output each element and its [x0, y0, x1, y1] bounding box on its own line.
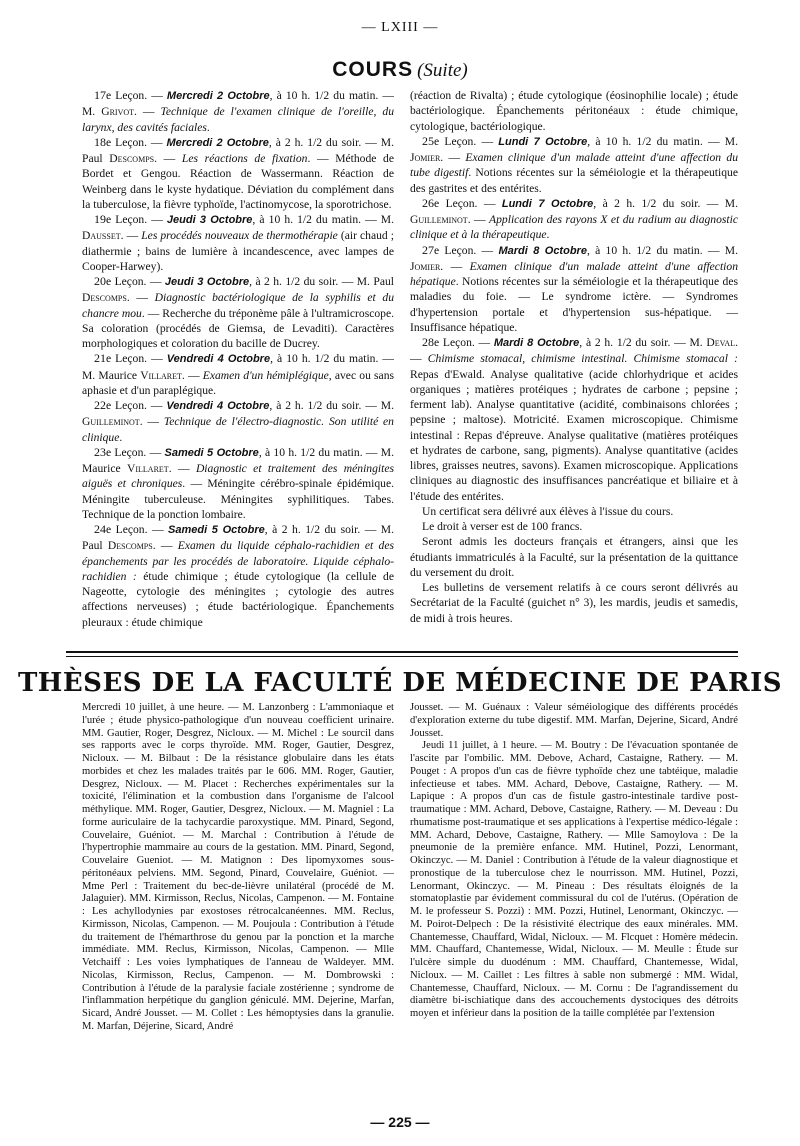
lecon-number: 24 — [94, 522, 106, 536]
lecon-number: 19 — [94, 212, 106, 226]
theses-left-column — [82, 702, 394, 1034]
lecon-lecturer: Guilleminot — [82, 415, 140, 429]
lecon-entry — [410, 243, 738, 336]
lecon-number: 17 — [94, 88, 106, 102]
theses-right-text-2: Jeudi 11 juillet, à 1 heure. — M. Boutry : De l'évacuation spontanée de l'ascite par l'ombilic. MM. Debove, Achard, Castaigne, Rathery. — M. Pouget : A propos d'un cas de fièvre typhoïde chez une tabtéique, maladie infectieuse et tabes. MM. Achard, Debove, Castaigne, Rathery. — M. Lapique : A propos d'un cas de fistule gastro-intestinale tardive post-traumatique : MM. Achard, Debove, Castaigne, Rathery. — M. Deveau : Du rhumatisme post-traumatique et ses applications à l'expertise médico-légale : MM. Achard, Debove, Castaigne, Rathery. — Mlle Samoylova : De la pneumonie de la première enfance. MM. Hutinel, Pozzi, Lenormant, Okinczyc. — M. Daniel : Contribution à l'étude de la valeur diagnostique et pronostique de la tuberculose chez le nourrisson. MM. Hutinel, Pozzi, Lenormant, Okinczyc. — M. Pineau : Des résultats éloignés de la stomatoplastie par évidement commissural du col de l'utérus. (Opération de M. le professeur S. Pozzi) : MM. Pozzi, Hutinel, Lenormant, Okinczyc. — M. Poirot-Delpech : De la résistivité électrique des eaux minérales. MM. Chantemesse, Chauffard, Widal, Nicloux. — M. Flcquet : Homère médecin. MM. Chauffard, Chantemesse, Widal, Nicloux. — M. Meulle : Étude sur l'ulcère simple du duodénum : MM. Chauffard, Chantemesse, Widal, Nicloux. — M. Caillet : Les filtres à sable non submergé : MM. Widal, Chantemesse, Chauffard, Nicloux. — M. Cornu : De l'agrandissement du diamètre bi-ischiatique dans des accouchements dystociques des détroits moyen et inférieur dans la position de la taille complétée par l'extension — [410, 740, 738, 1019]
lecon-separator: . — — [440, 151, 466, 164]
section-divider — [66, 651, 738, 653]
section-divider-thin — [66, 656, 738, 657]
lecon-separator: . — — [152, 539, 178, 553]
lecon-time: , à 10 h. 1/2 du matin. — M. Maurice — [82, 352, 394, 382]
lecon-lecturer: Descomps — [107, 539, 153, 553]
cours-note: Le droit à verser est de 100 francs. — [422, 520, 583, 533]
lecon-prefix: e Leçon. — — [106, 213, 167, 226]
lecon-separator: . — — [467, 213, 490, 226]
cours-left-column — [82, 88, 394, 630]
lecon-separator: . — — [120, 229, 142, 243]
lecon-details: . — Méthode de Bordet et Gengou. Réaction de Wassermann. Réaction de Weinberg dans le kyste hydatique. Déviation du complément dans la tuberculose, la fièvre typhoïde, l'actinomycose, la sporotrichose. — [82, 152, 395, 211]
lecon-number: 28 — [422, 335, 434, 349]
lecon-details: . — [206, 120, 210, 134]
lecon-number: 27 — [422, 242, 434, 257]
lecon-time: , à 2 h. 1/2 du soir. — M. — [269, 399, 394, 412]
lecon-topic: Examen clinique d'un malade atteint d'une affection du tube digestif — [410, 151, 739, 180]
lecon-topic: Les procédés nouveaux de thermothérapie — [141, 229, 338, 243]
lecon-date: Lundi 7 Octobre — [498, 135, 588, 148]
lecon-time: , à 10 h. 1/2 du matin. — M. Maurice — [82, 445, 394, 475]
lecon-prefix: e Leçon. — — [106, 89, 167, 102]
lecon-number: 18 — [94, 134, 106, 149]
cours-note: Seront admis les docteurs français et étrangers, ainsi que les étudiants immatriculés à la Faculté, sur la présentation de la quittance du versement du droit. — [410, 535, 738, 579]
lecon-lecturer: Jomier — [410, 259, 441, 273]
lecon-prefix: e Leçon. — — [106, 352, 167, 366]
lecon-date: Mardi 8 Octobre — [498, 244, 587, 257]
page-footer-number: — 225 — — [370, 1114, 430, 1130]
lecon-lecturer: Grivot — [101, 105, 135, 119]
lecon-entry — [82, 522, 394, 630]
lecon-details: . Notions récentes sur la séméiologie et la thérapeutique des gastrites et des entérites. — [410, 166, 738, 195]
lecon-date: Samedi 5 Octobre — [164, 446, 259, 459]
lecon-date: Samedi 5 Octobre — [168, 524, 265, 536]
lecon-time: , à 10 h. 1/2 du matin. — M. — [586, 243, 738, 257]
lecon-time: , à 2 h. 1/2 du soir. — M. — [593, 196, 738, 210]
lecon-topic: Examen du liquide céphalo-rachidien et des épanchements par les procédés de laboratoire. Liquide céphalo-rachidien : — [82, 539, 394, 583]
lecon-number: 22 — [94, 398, 106, 412]
lecon-time: , à 2 h. 1/2 du soir. — M. Paul — [249, 275, 394, 288]
lecon-separator: . — — [134, 105, 161, 119]
lecon-topic: Technique de l'examen clinique de l'oreille, du larynx, des cavités faciales — [82, 105, 395, 134]
lecon-lecturer: Dausset — [82, 229, 121, 243]
lecon-date: Lundi 7 Octobre — [501, 197, 594, 210]
theses-left-text: Mercredi 10 juillet, à une heure. — M. Lanzonberg : L'ammoniaque et l'urée ; étude physico-pathologique d'un nouveau coefficient urinaire. MM. Gautier, Roger, Desgrez, Nicloux. — M. Michel : Le sourcil dans ses rapports avec le corps thyroïde. MM. Roger, Gautier, Desgrez, Nicloux. — M. Bilbaut : De la résistance globulaire dans les états morbides et chez les malades traités par le 606. MM. Roger, Gautier, Desgrez, Nicloux. — M. Placet : Recherches expérimentales sur la toxicité, l'élimination et la combustion dans l'organisme de l'alcool méthylique. MM. Roger, Gautier, Desgrez, Nicloux. — M. Magniel : La forme auriculaire de la tachycardie paroxystique. MM. Pinard, Segond, Couvelaire, Guéniot. — M. Marchal : Contribution à l'étude de l'hypertrophie mammaire au cours de la gestation. MM. Pinard, Segond, Couvelaire Gueniot. — M. Matignon : Des lipomyxomes sous-péritonéaux pelviens. MM. Segond, Pinard, Couvelaire, Guéniot. — Mme Perl : Traitement du bec-de-lièvre unilatéral (procédé de M. Jalaguier). MM. Kirmisson, Reclus, Nicolas, Campenon. — M. Fontaine : Les achyllodynies par exostoses rétrocalcanéennes. MM. Reclus, Kirmisson, Nicolas, Campenon. — M. Poujoula : Contribution à l'étude du traitement de l'hémarthrose du genou par la ponction et la marche immédiate. MM. Reclus, Kirmisson, Nicolas, Campenon. — Mlle Vetchaiff : Les voies lymphatiques de l'anneau de Waldeyer. MM. Nicolas, Kirmisson, Reclus, Campenon. — M. Dombrowski : Contribution à l'étude de la paralysie faciale zostérienne ; syndrome de l'inflammation herpétique du ganglion géniculé. MM. Dejerine, Marfan, Sicard, André Jousset. — M. Collet : Les hémoptysies dans la granulie. M. Marfan, Déjerine, Sicard, André — [82, 702, 394, 1032]
lecon-details: . Notions récentes sur la séméiologie et la thérapeutique des maladies du foie. — Le syndrome ictère. — Syndromes d'hypertension portale et d'hypertension sus-hépatique. — Insuffisance hépatique. — [410, 275, 738, 334]
continuation-paragraph: (réaction de Rivalta) ; étude cytologique (éosinophilie locale) ; étude bactériologique. Épanchements péritonéaux : étude chimique, cytologique, bactériologique. — [410, 89, 738, 133]
lecon-number: 20 — [94, 274, 106, 288]
lecon-entry — [82, 445, 394, 522]
lecon-topic: Diagnostic bactériologique de la syphilis et du chancre mou — [82, 291, 394, 320]
lecon-date: Mardi 8 Octobre — [493, 337, 580, 349]
cours-title: COURS — [332, 58, 414, 81]
lecon-lecturer: Guilleminot — [410, 213, 468, 226]
lecon-separator: . — — [139, 415, 164, 429]
lecon-entry — [410, 335, 738, 504]
cours-note: Les bulletins de versement relatifs à ce cours seront délivrés au Secrétariat de la Faculté (guichet n° 3), les mardis, jeudis et samedis, de midi à trois heures. — [410, 581, 738, 625]
lecon-lecturer: Descomps — [82, 291, 127, 305]
lecon-topic: Diagnostic et traitement des méningites aiguës et chroniques — [82, 462, 394, 491]
lecon-details: Repas d'Ewald. Analyse qualitative (acide chlorhydrique et acides organiques ; matières protéiques ; hydrates de carbone ; pepsine ; ferment lab). Analyse quantitative (acidité, combinaisons chlorées ; pepsine ; maltose). Motricité. Examen microscopique. Chimisme intestinal : Repas d'épreuve. Analyse qualitative (matières protéiques et hydrates de carbone, sang, pigments). Analyse quantitative (acides libres, graisses neutres, savons). Examen microscopique. Applications cliniques au diagnostic des insuffisances pancréatique et biliaire et à l'étude des entérites. — [410, 367, 738, 503]
page-roman-number: — LXIII — — [361, 20, 439, 35]
lecon-time: , à 10 h. 1/2 du matin. — M. — [587, 134, 738, 148]
cours-right-lecons — [410, 134, 738, 504]
lecon-topic: Examen d'un hémiplégique — [202, 368, 329, 382]
lecon-prefix: e Leçon. — — [106, 135, 167, 149]
lecon-lecturer: Descomps — [109, 152, 155, 165]
lecon-lecturer: Villaret — [127, 462, 169, 475]
lecon-topic: Les réactions de fixation — [181, 152, 308, 165]
lecon-number: 23 — [94, 444, 106, 459]
lecon-prefix: e Leçon. — — [434, 134, 499, 148]
lecon-date: Vendredi 4 Octobre — [166, 353, 271, 366]
cours-right-column — [410, 88, 738, 626]
lecon-separator: . — — [181, 368, 203, 382]
lecon-entry — [82, 212, 394, 274]
lecon-date: Jeudi 3 Octobre — [166, 214, 253, 226]
lecon-lecturer: Jomier — [410, 151, 441, 164]
lecon-time: , à 2 h. 1/2 du soir. — M. — [579, 336, 707, 349]
lecon-date: Jeudi 3 Octobre — [164, 276, 250, 288]
lecon-number: 21 — [94, 351, 106, 366]
cours-notes — [410, 504, 738, 626]
lecon-prefix: e Leçon. — — [106, 523, 169, 536]
lecon-prefix: e Leçon. — — [106, 399, 167, 412]
lecon-prefix: e Leçon. — — [106, 445, 165, 459]
lecon-lecturer: Deval — [706, 336, 736, 349]
lecon-topic: Chimisme stomacal, chimisme intestinal. Chimisme stomacal : — [427, 352, 739, 366]
lecon-entry — [82, 274, 394, 351]
lecon-prefix: e Leçon. — — [434, 336, 494, 349]
lecon-prefix: e Leçon. — — [434, 196, 502, 210]
theses-title: THÈSES DE LA FACULTÉ DE MÉDECINE DE PARIS — [17, 668, 783, 698]
lecon-time: , à 2 h. 1/2 du soir. — M. Paul — [82, 523, 394, 553]
lecon-number: 25 — [422, 133, 434, 148]
lecon-details: , avec ou sans aphasie et d'un paraplégique. — [82, 368, 395, 397]
lecon-details: . — [119, 430, 123, 444]
lecon-details: . — [546, 228, 550, 242]
lecon-separator: . — — [126, 291, 155, 305]
lecon-lecturer: Villaret — [140, 368, 182, 382]
lecon-date: Mercredi 2 Octobre — [166, 136, 269, 149]
lecon-entry — [410, 134, 738, 196]
lecon-details: . — Recherche du tréponème pâle à l'ultramicroscope. Sa coloration (procédés de Giemsa, de Levaditi). Caractères morphologiques et coloration du bacille de Ducrey. — [82, 306, 394, 350]
lecon-time: , à 10 h. 1/2 du matin. — M. — [252, 213, 394, 226]
lecon-entry — [82, 398, 394, 445]
lecon-time: , à 10 h. 1/2 du matin. — M. — [82, 89, 394, 119]
lecon-entry — [82, 351, 394, 398]
cours-note: Un certificat sera délivré aux élèves à l'issue du cours. — [422, 504, 674, 518]
lecon-topic: Examen clinique d'un malade atteint d'une affection hépatique — [410, 259, 738, 288]
cours-heading — [0, 58, 800, 82]
lecon-details: . — Méningite cérébro-spinale épidémique. Méningite tuberculeuse. Méningites syphilitiques. Tabes. Technique de la ponction lombaire. — [82, 477, 394, 521]
lecon-date: Vendredi 4 Octobre — [166, 400, 270, 412]
lecon-date: Mercredi 2 Octobre — [166, 90, 270, 102]
lecon-prefix: e Leçon. — — [434, 243, 499, 257]
lecon-time: , à 2 h. 1/2 du soir. — M. Paul — [82, 135, 394, 165]
theses-right-text-1: Jousset. — M. Guénaux : Valeur séméiologique des différents procédés d'exploration externe du tube digestif. MM. Marfan, Dejerine, Sicard, André Jousset. — [410, 702, 738, 739]
lecon-details: (air chaud ; diathermie ; bains de lumière à incandescence, avec lampes de Cooper-Harwey). — [82, 229, 394, 273]
lecon-separator: . — — [440, 259, 470, 273]
lecon-topic: Application des rayons X et du radium au diagnostic clinique et à la thérapeutique — [410, 213, 738, 242]
lecon-entry — [82, 135, 394, 212]
lecon-separator: . — — [410, 336, 738, 366]
cours-suite: (Suite) — [417, 60, 468, 81]
lecon-entry — [410, 196, 738, 243]
theses-right-column — [410, 702, 738, 1021]
lecon-separator: . — — [168, 462, 196, 475]
lecon-number: 26 — [422, 195, 434, 210]
lecon-separator: . — — [154, 152, 182, 165]
lecon-entry — [82, 88, 394, 135]
lecon-details: étude chimique ; étude cytologique (la cellule de Nageotte, cytologie des méningites ; cytologie des autres affections nerveuses) ; étude bactériologique. Épanchements pleuraux : étude chimique — [82, 569, 394, 629]
lecon-topic: Technique de l'électro-diagnostic. Son utilité en clinique — [82, 415, 394, 444]
lecon-prefix: e Leçon. — — [106, 275, 165, 288]
